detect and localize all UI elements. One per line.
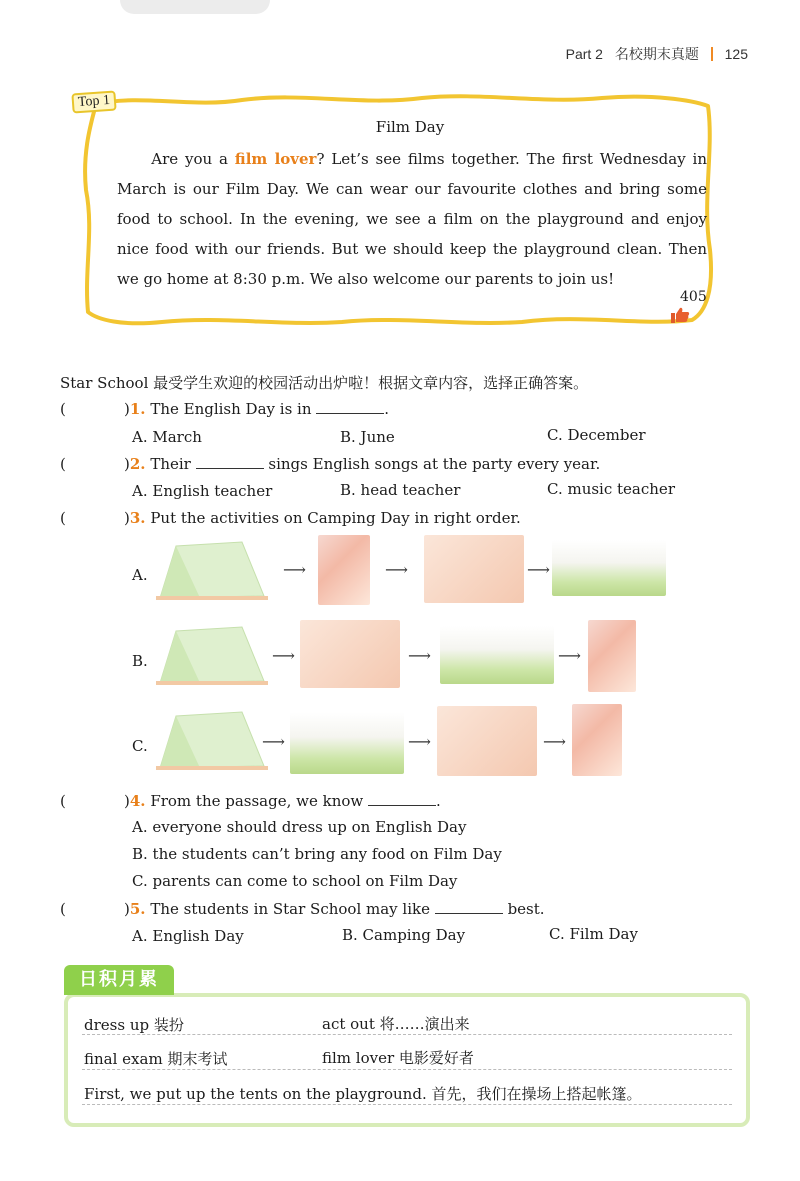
paren-open: ( (60, 455, 66, 473)
answer-blank (368, 793, 436, 806)
tent-image (156, 625, 268, 687)
answer-paren[interactable] (60, 509, 124, 527)
page-number: 125 (724, 46, 748, 62)
answer-paren[interactable] (60, 400, 124, 418)
answer-paren[interactable] (60, 455, 124, 473)
vocab-item: final exam 期末考试 (84, 1050, 228, 1068)
vocab-item: act out 将……演出来 (322, 1015, 470, 1033)
playing-kids-image (290, 712, 404, 774)
playing-kids-image (440, 626, 554, 684)
option-5c: C. Film Day (549, 925, 638, 943)
question-text-end: best. (507, 900, 545, 918)
question-text: Put the activities on Camping Day in right order. (150, 509, 521, 527)
question-2 (60, 455, 600, 473)
paren-open: ( (60, 509, 66, 527)
vocab-item: film lover 电影爱好者 (322, 1049, 474, 1067)
passage-text (117, 144, 707, 294)
arrow-icon: ⟶ (543, 732, 566, 751)
question-text-end: . (384, 400, 390, 418)
answer-blank (316, 401, 384, 414)
paren-close: ) (124, 900, 130, 918)
option-1c: C. December (547, 426, 646, 444)
page-header (566, 44, 748, 64)
paren-close: ) (124, 792, 130, 810)
question-number: 1. (129, 400, 146, 418)
option-4c: C. parents can come to school on Film Day (132, 872, 458, 890)
arrow-icon: ⟶ (408, 732, 431, 751)
header-separator (711, 47, 713, 61)
question-text: The students in Star School may like (150, 900, 430, 918)
food-image (318, 535, 370, 605)
option-2b: B. head teacher (340, 481, 461, 499)
option-1b: B. June (340, 428, 395, 446)
passage-text-start: Are you a (151, 150, 235, 168)
paren-open: ( (60, 792, 66, 810)
top-tag: Top 1 (71, 90, 116, 113)
food-image (588, 620, 636, 692)
vocab-divider (82, 1104, 732, 1105)
arrow-icon: ⟶ (558, 646, 581, 665)
header-part: Part 2 (565, 46, 603, 62)
paren-close: ) (124, 455, 130, 473)
highlight-film-lover: film lover (234, 150, 317, 168)
question-text: The English Day is in (150, 400, 312, 418)
arrow-icon: ⟶ (283, 560, 306, 579)
passage-text-rest: ? Let’s see films together. The first Wednesday in March is our Film Day. We can wear our favourite clothes and bring some food to school. In the evening, we see a film on the playground and enjoy nice food with our friends. But we should keep the playground clean. Then we go home at 8:30 p.m. We also welcome our parents to join us! (117, 150, 708, 288)
question-3 (60, 509, 521, 527)
question-1 (60, 400, 389, 418)
question-number: 3. (129, 509, 146, 527)
vocab-title: 日积月累 (64, 965, 174, 995)
paren-close: ) (124, 400, 130, 418)
paren-open: ( (60, 400, 66, 418)
page-corner-shadow (120, 0, 270, 14)
option-4b: B. the students can’t bring any food on Film Day (132, 845, 502, 863)
option-2c: C. music teacher (547, 480, 675, 498)
option-3a-label: A. (132, 566, 148, 584)
answer-paren[interactable] (60, 792, 124, 810)
food-image (572, 704, 622, 776)
arrow-icon: ⟶ (272, 646, 295, 665)
arrow-icon: ⟶ (385, 560, 408, 579)
question-number: 4. (129, 792, 146, 810)
option-5a: A. English Day (132, 927, 244, 945)
question-text: From the passage, we know (150, 792, 364, 810)
option-1a: A. March (132, 428, 202, 446)
option-3b-label: B. (132, 652, 148, 670)
option-3c-label: C. (132, 737, 148, 755)
option-2a: A. English teacher (132, 482, 273, 500)
playing-kids-image (552, 540, 666, 596)
question-number: 2. (129, 455, 146, 473)
question-5 (60, 900, 545, 918)
answer-blank (196, 456, 264, 469)
instruction: Star School 最受学生欢迎的校园活动出炉啦！根据文章内容，选择正确答案。 (60, 374, 589, 392)
header-section: 名校期末真题 (614, 46, 699, 62)
vocab-item: dress up 装扮 (84, 1016, 184, 1034)
party-food-image (424, 535, 524, 603)
tent-image (156, 710, 268, 772)
arrow-icon: ⟶ (262, 732, 285, 751)
vocab-divider (82, 1069, 732, 1070)
question-text-end: sings English songs at the party every year. (268, 455, 601, 473)
question-text-end: . (436, 792, 441, 810)
arrow-icon: ⟶ (408, 646, 431, 665)
vocab-divider (82, 1034, 732, 1035)
option-4a: A. everyone should dress up on English Day (132, 818, 467, 836)
arrow-icon: ⟶ (527, 560, 550, 579)
passage-number: 405 (680, 289, 707, 305)
party-food-image (437, 706, 537, 776)
paren-close: ) (124, 509, 130, 527)
question-text: Their (150, 455, 191, 473)
thumbs-up-icon (670, 306, 690, 324)
option-5b: B. Camping Day (342, 926, 466, 944)
vocab-sentence: First, we put up the tents on the playground. 首先，我们在操场上搭起帐篷。 (84, 1085, 642, 1103)
question-number: 5. (129, 900, 146, 918)
passage-title: Film Day (375, 118, 445, 136)
paren-open: ( (60, 900, 66, 918)
answer-blank (435, 901, 503, 914)
answer-paren[interactable] (60, 900, 124, 918)
tent-image (156, 540, 268, 602)
party-food-image (300, 620, 400, 688)
question-4 (60, 792, 441, 810)
